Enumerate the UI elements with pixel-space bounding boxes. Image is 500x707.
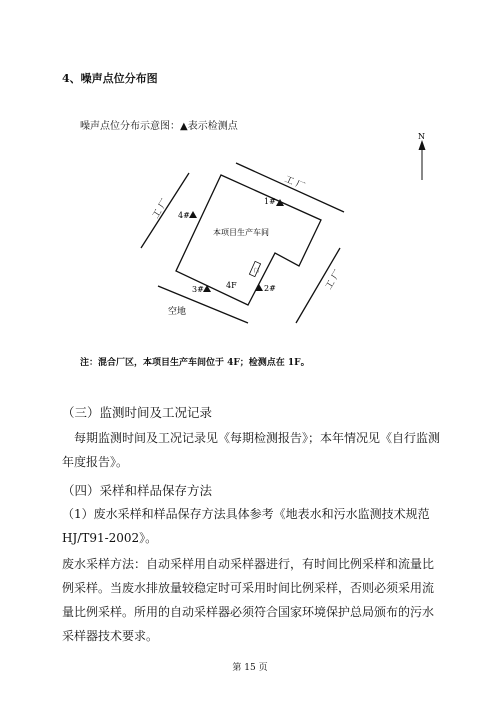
floor-label: 4F — [226, 281, 237, 290]
diagram-caption: 噪声点位分布示意图：▲表示检测点 — [80, 121, 238, 132]
factory-top-label: 工 厂 — [282, 174, 306, 193]
factory-top-boundary — [236, 163, 344, 212]
page-number: 第 15 页 — [232, 663, 268, 673]
diagram-note: 注：混合厂区，本项目生产车间位于 4F；检测点在 1F。 — [80, 358, 310, 368]
section-4-text-1: （1）废水采样和样品保存方法具体参考《地表水和污水监测技术规范HJ/T91-2002》。 — [62, 507, 430, 545]
door-label: 门 — [254, 268, 260, 274]
open-space-label: 空地 — [168, 307, 187, 317]
section-3-text: 每期监测时间及工况记录见《每期检测报告》；本年情况见《自行监测年度报告》。 — [62, 431, 441, 469]
point-2-triangle-icon — [255, 284, 263, 291]
section-heading-noise-map: 4、噪声点位分布图 — [62, 72, 158, 85]
factory-right-label: 工 厂 — [324, 268, 344, 292]
point-4-triangle-icon — [189, 211, 197, 218]
section-3-title: （三）监测时间及工况记录 — [62, 405, 213, 420]
factory-left-label: 工 厂 — [151, 197, 171, 221]
section-4-text-2: 废水采样方法：自动采样用自动采样器进行，有时间比例采样和流量比例采样。当废水排放量较稳定时可采用时间比例采样，否则必须采用流量比例采样。所用的自动采样器必须符合国家环境保护总局颁布的污水采样器技术要求。 — [62, 557, 435, 643]
point-3-label: 3# — [192, 285, 204, 294]
north-label: N — [418, 132, 425, 141]
building-label: 本项目生产车间 — [213, 228, 269, 237]
point-2-label: 2# — [264, 284, 276, 293]
point-3-triangle-icon — [203, 285, 211, 292]
point-4-label: 4# — [178, 211, 190, 220]
north-arrow-head — [419, 140, 426, 150]
section-4-title: （四）采样和样品保存方法 — [62, 483, 213, 498]
point-1-label: 1# — [264, 197, 276, 206]
